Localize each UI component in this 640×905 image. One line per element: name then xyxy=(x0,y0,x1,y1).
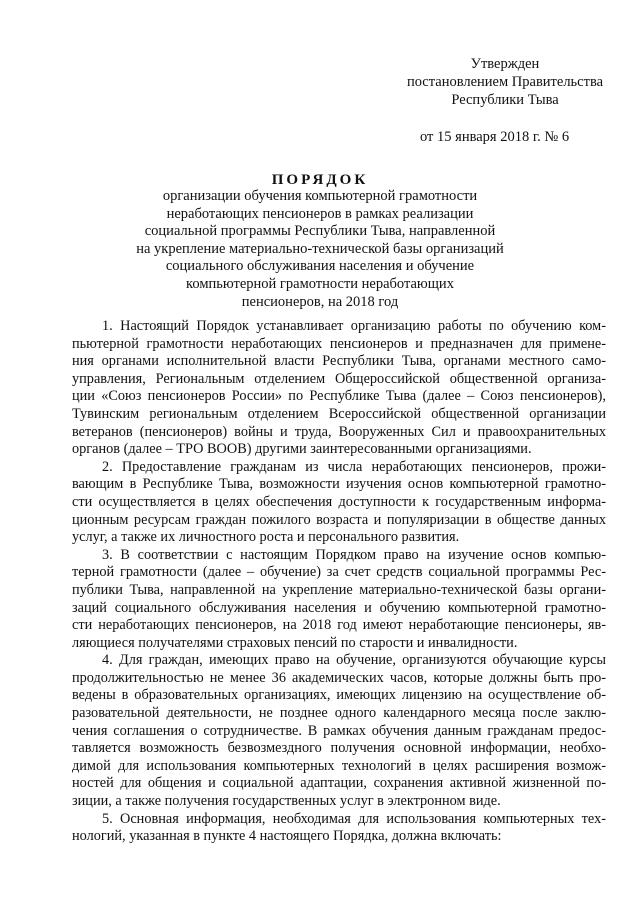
document-body xyxy=(72,318,606,846)
subtitle-line: на укрепление материально-технической базы организаций xyxy=(136,240,504,257)
paragraph-line: вающим в Республике Тыва, возможности изучения основ компьютерной грамотно- xyxy=(72,476,606,493)
paragraph-line: димой для использования компьютерных технологий в целях расширения возмож- xyxy=(72,757,606,774)
paragraph-line: ностей для общения и социальной адаптации, сохранения активной жизненной по- xyxy=(72,775,606,792)
paragraph-line: пьютерной грамотности неработающих пенсионеров и предназначен для примене- xyxy=(72,335,606,352)
paragraph-line: терной грамотности (далее – обучение) за счет средств социальной программы Рес- xyxy=(72,564,606,581)
paragraph-line: тавляется возможность безвозмездного получения основной информации, необхо- xyxy=(72,740,606,757)
document-title: ПОРЯДОК xyxy=(271,172,369,188)
paragraph-line: ведены в образовательных организациях, имеющих лицензию на осуществление об- xyxy=(72,687,606,704)
paragraph-line: ционным ресурсам граждан пожилого возраста и популяризации в обществе данных xyxy=(72,511,606,528)
paragraph-3 xyxy=(72,547,606,653)
paragraph-line: продолжительностью не менее 36 академических часов, которые должны быть про- xyxy=(72,669,606,686)
paragraph-line: сти неработающих пенсионеров, на 2018 год имеют неработающие пенсионеры, яв- xyxy=(72,617,606,634)
approval-line-2: постановлением Правительства xyxy=(406,74,604,90)
paragraph-line: публики Тыва, направленной на укрепление материально-технической базы органи- xyxy=(72,581,606,598)
paragraph-line: 4. Для граждан, имеющих право на обучение, организуются обучающие курсы xyxy=(102,652,606,669)
paragraph-line: зиции, а также получения государственных услуг в электронном виде. xyxy=(72,793,501,810)
approval-line-3: Республики Тыва xyxy=(451,92,559,108)
approval-block xyxy=(380,55,630,109)
subtitle-line: пенсионеров, на 2018 год xyxy=(241,293,399,310)
subtitle-line: социальной программы Республики Тыва, направленной xyxy=(144,223,496,240)
paragraph-line: управления, Региональным отделением Общероссийской общественной организа- xyxy=(72,370,606,387)
subtitle-line: социального обслуживания населения и обучение xyxy=(165,258,475,275)
paragraph-line: 3. В соответствии с настоящим Порядком право на изучение основ компью- xyxy=(102,546,606,563)
subtitle-line: компьютерной грамотности неработающих xyxy=(186,275,454,292)
paragraph-line: органов (далее – ТРО ВООВ) другими заинтересованными организациями. xyxy=(72,441,532,458)
paragraph-line: ции «Союз пенсионеров России» по Республике Тыва (далее – Союз пенсионеров), xyxy=(72,388,606,405)
approval-date: от 15 января 2018 г. № 6 xyxy=(420,129,570,145)
paragraph-4 xyxy=(72,652,606,810)
paragraph-line: чения соглашения о сотрудничестве. В рамках обучения данным гражданам предос- xyxy=(72,722,606,739)
approval-line-1: Утвержден xyxy=(470,56,540,72)
paragraph-line: заций социального обслуживания населения и обучению компьютерной грамотно- xyxy=(72,599,606,616)
paragraph-line: ния органами исполнительной власти Республики Тыва, органами местного само- xyxy=(72,353,606,370)
paragraph-5 xyxy=(72,811,606,846)
paragraph-line: Тувинским региональным отделением Всероссийской общественной организации xyxy=(72,405,606,422)
paragraph-line: 5. Основная информация, необходимая для использования компьютерных тех- xyxy=(102,810,606,827)
paragraph-line: ветеранов (пенсионеров) войны и труда, Вооруженных Сил и правоохранительных xyxy=(72,423,606,440)
paragraph-line: 2. Предоставление гражданам из числа неработающих пенсионеров, прожи- xyxy=(102,458,606,475)
paragraph-line: разовательной деятельности, не позднее одного календарного месяца после заклю- xyxy=(72,705,606,722)
paragraph-line: нологий, указанная в пункте 4 настоящего Порядка, должна включать: xyxy=(72,828,502,845)
paragraph-2 xyxy=(72,459,606,547)
paragraph-line: 1. Настоящий Порядок устанавливает организацию работы по обучению ком- xyxy=(102,318,606,334)
subtitle-line: организации обучения компьютерной грамотности xyxy=(162,188,478,204)
paragraph-line: ляющиеся получателями страховых пенсий по старости и инвалидности. xyxy=(72,634,518,651)
paragraph-1 xyxy=(72,318,606,459)
paragraph-line: сти осуществляется в целях обеспечения доступности к государственным информа- xyxy=(72,493,606,510)
subtitle-line: неработающих пенсионеров в рамках реализации xyxy=(166,205,474,222)
document-subtitle xyxy=(0,188,640,311)
paragraph-line: услуг, а также их личностного роста и персонального развития. xyxy=(72,529,460,546)
